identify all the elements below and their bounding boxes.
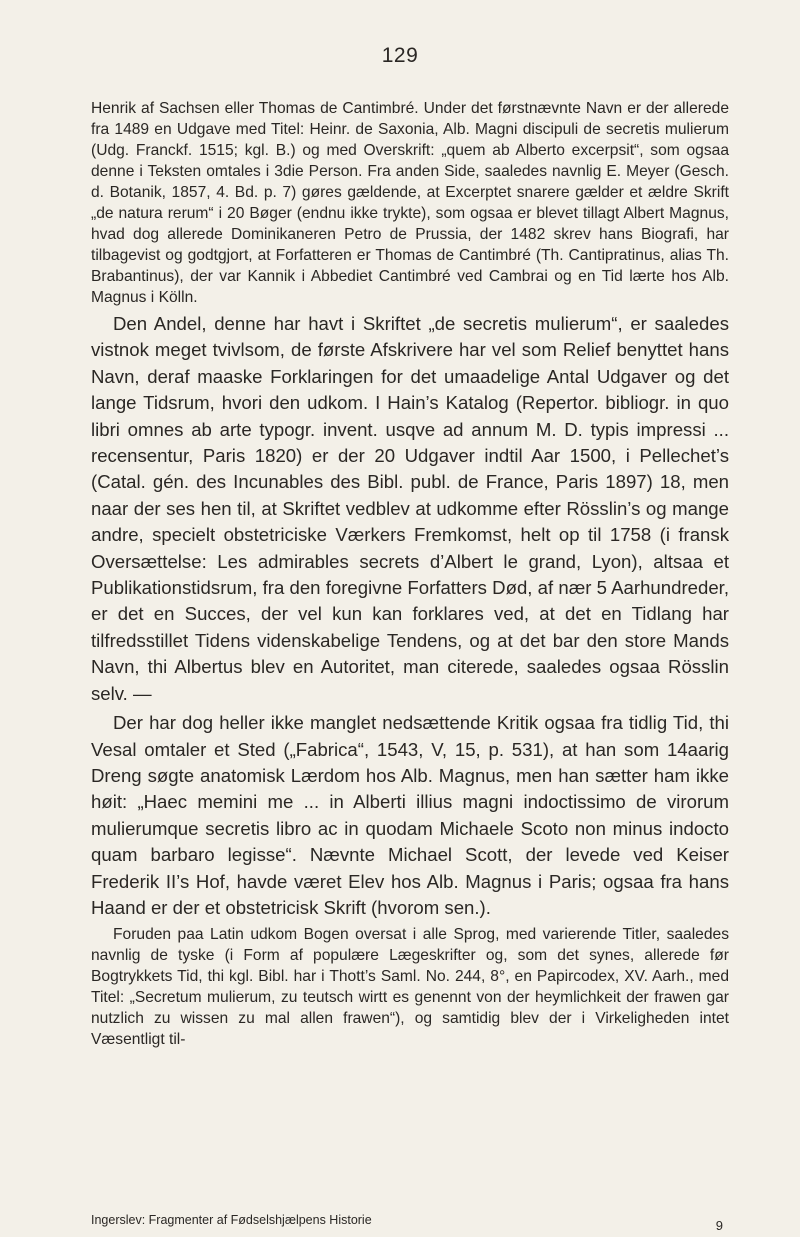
paragraph-4: Foruden paa Latin udkom Bogen oversat i alle Sprog, med varierende Titler, saaledes navnlig de tyske (i Form af populære Lægeskrifter og, som det synes, allerede før Bogtrykkets Tid, thi kgl. Bibl. har i Thott’s Saml. No. 244, 8°, en Papircodex, XV. Aarh., med Titel: „Secretum mulierum, zu teutsch wirtt es genennt von der heymlichkeit der frawen gar nutzlich zu wissen zu mal allen frawen“), og samtidig blev der i Virkeligheden intet Væsentligt til- [91, 926, 729, 1049]
paragraph-2: Den Andel, denne har havt i Skriftet „de secretis mulierum“, er saaledes vistnok meget tvivlsom, de første Afskrivere har vel som Relief benyttet hans Navn, deraf maaske Forklaringen for det umaadelige Antal Udgaver og det lange Tidsrum, hvori den udkom. I Hain’s Katalog (Repertor. bibliogr. in quo libri omnes ab arte typogr. invent. usqve ad annum M. D. typis impressi ... recensentur, Paris 1820) er der 20 Udgaver indtil Aar 1500, i Pellechet’s (Catal. gén. des Incunables des Bibl. publ. de France, Paris 1897) 18, men naar der ses hen til, at Skriftet vedblev at udkomme efter Rösslin’s og mange andre, specielt obstetriciske Værkers Fremkomst, helt op til 1758 (i fransk Oversættelse: Les admirables secrets d’Albert le grand, Lyon), altsaa et Publikationstidsrum, fra den foregivne Forfatters Død, af nær 5 Aarhundreder, er det en Succes, der vel kun kan forklares ved, at det en Tidlang har tilfredsstillet Tidens videnskabelige Tendens, og at det bar den store Mands Navn, thi Albertus blev en Autoritet, man citerede, saaledes ogsaa Rösslin selv. — [91, 313, 729, 704]
running-foot: Ingerslev: Fragmenter af Fødselshjælpens Historie [91, 1213, 372, 1227]
signature-mark: 9 [715, 1218, 723, 1233]
page-number: 129 [381, 44, 419, 67]
paragraph-1: Henrik af Sachsen eller Thomas de Cantimbré. Under det førstnævnte Navn er der allerede fra 1489 en Udgave med Titel: Heinr. de Saxonia, Alb. Magni discipuli de secretis mulierum (Udg. Franckf. 1515; kgl. B.) og med Overskrift: „quem ab Alberto excerpsit“, som ogsaa denne i Teksten omtales i 3die Person. Fra anden Side, saaledes navnlig E. Meyer (Gesch. d. Botanik, 1857, 4. Bd. p. 7) gøres gældende, at Excerptet snarere gælder et ældre Skrift „de natura rerum“ i 20 Bøger (endnu ikke trykte), som ogsaa er blevet tillagt Albert Magnus, hvad dog allerede Dominikaneren Petro de Prussia, der 1482 skrev hans Biografi, har tilbagevist og godtgjort, at Forfatteren er Thomas de Cantimbré (Th. Cantipratinus, alias Th. Brabantinus), der var Kannik i Abbediet Cantimbré ved Cambrai og en Tid lærte hos Alb. Magnus i Kölln. [91, 100, 729, 306]
page-footer [91, 1212, 729, 1233]
body-text [91, 98, 729, 1050]
paragraph-3: Der har dog heller ikke manglet nedsættende Kritik ogsaa fra tidlig Tid, thi Vesal omtaler et Sted („Fabrica“, 1543, V, 15, p. 531), at han som 14aarig Dreng søgte anatomisk Lærdom hos Alb. Magnus, men han sætter ham ikke høit: „Haec memini me ... in Alberti illius magni indoctissimo de virorum mulierumque secretis libro ac in quodam Michaele Scoto non minus indocto quam barbaro legisse“. Nævnte Michael Scott, der levede ved Keiser Frederik II’s Hof, havde været Elev hos Alb. Magnus i Paris; ogsaa fra hans Haand er der et obstetricisk Skrift (hvorom sen.). [91, 712, 729, 918]
